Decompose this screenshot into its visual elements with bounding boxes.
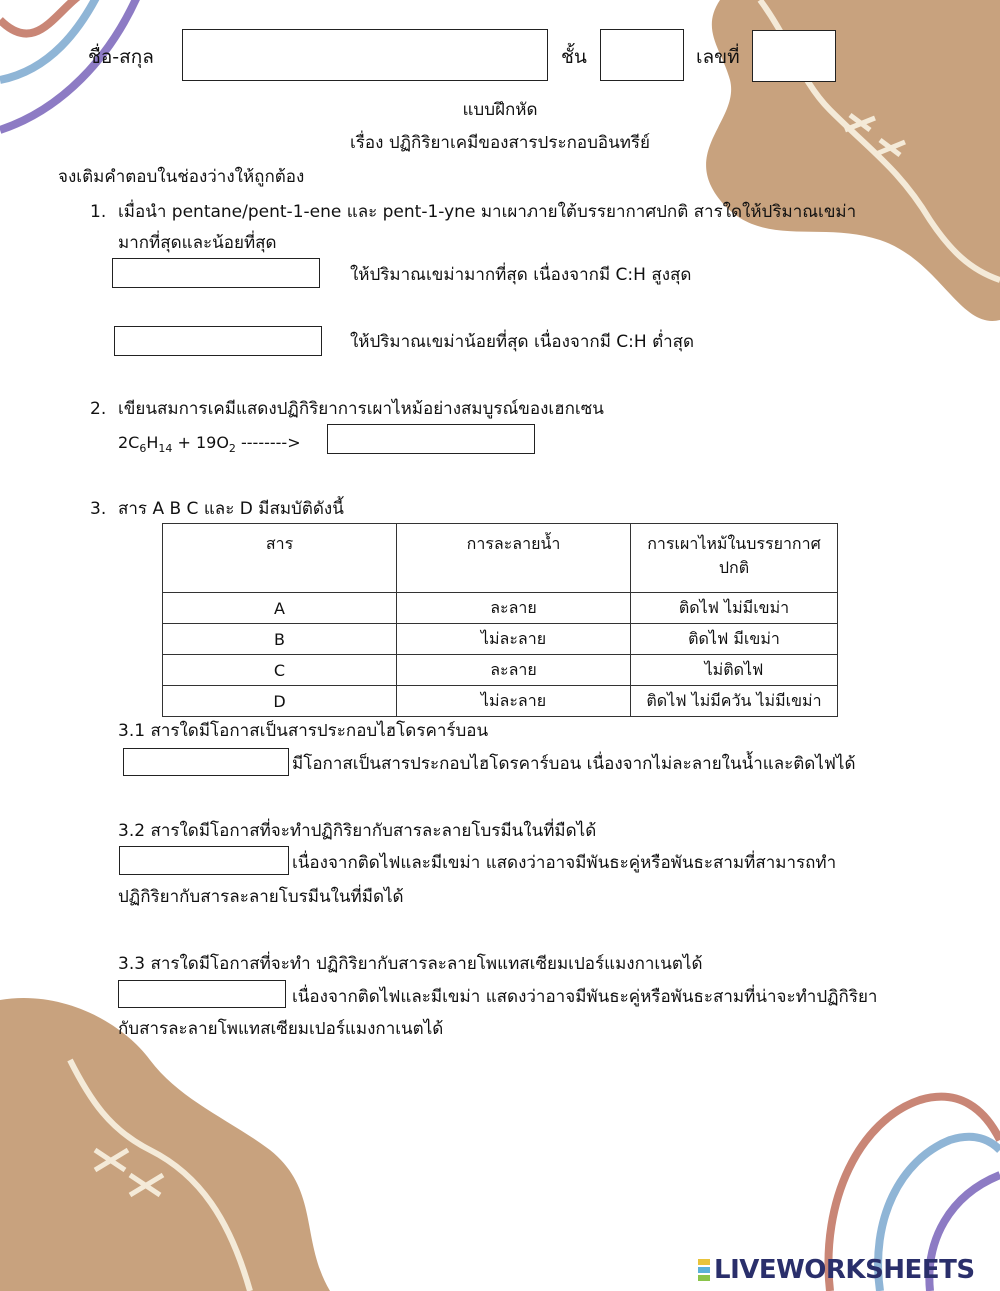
table-cell: ติดไฟ ไม่มีเขม่า <box>631 593 838 624</box>
table-cell: A <box>163 593 397 624</box>
q3-text: สาร A B C และ D มีสมบัติดังนี้ <box>118 499 344 519</box>
q1-answer2-input[interactable] <box>114 326 322 356</box>
q33-answer-text1: เนื่องจากติดไฟและมีเขม่า แสดงว่าอาจมีพันธะคู่หรือพันธะสามที่น่าจะทำปฏิกิริยา <box>292 987 878 1007</box>
table-row <box>163 686 838 717</box>
q2-number: 2. <box>90 399 107 419</box>
q1-text-line1: เมื่อนำ pentane/pent-1-ene และ pent-1-yne มาเผาภายใต้บรรยากาศปกติ สารใดให้ปริมาณเขม่า <box>118 202 857 222</box>
table-cell: ติดไฟ ไม่มีควัน ไม่มีเขม่า <box>631 686 838 717</box>
instruction: จงเติมคำตอบในช่องว่างให้ถูกต้อง <box>58 167 305 187</box>
q1-answer1-input[interactable] <box>112 258 320 288</box>
liveworksheets-logo <box>698 1255 975 1285</box>
table-cell: ละลาย <box>397 655 631 686</box>
q33-answer-input[interactable] <box>118 980 286 1008</box>
q31-text: 3.1 สารใดมีโอกาสเป็นสารประกอบไฮโดรคาร์บอน <box>118 721 489 741</box>
q31-answer-input[interactable] <box>123 748 289 776</box>
q2-equation: $2C_6H_{14} + 19O_2$ --------> <box>118 433 301 456</box>
q1-answer1-text: ให้ปริมาณเขม่ามากที่สุด เนื่องจากมี C:H สูงสุด <box>350 265 692 285</box>
table-cell: ไม่ละลาย <box>397 686 631 717</box>
q1-answer2-text: ให้ปริมาณเขม่าน้อยที่สุด เนื่องจากมี C:H ต่ำสุด <box>350 332 695 352</box>
table-cell: ติดไฟ มีเขม่า <box>631 624 838 655</box>
q31-answer-text: มีโอกาสเป็นสารประกอบไฮโดรคาร์บอน เนื่องจากไม่ละลายในน้ำและติดไฟได้ <box>292 754 856 774</box>
q2-answer-input[interactable] <box>327 424 535 454</box>
q32-answer-text1: เนื่องจากติดไฟและมีเขม่า แสดงว่าอาจมีพันธะคู่หรือพันธะสามที่สามารถทำ <box>292 853 837 873</box>
q33-text: 3.3 สารใดมีโอกาสที่จะทำ ปฏิกิริยากับสารละลายโพแทสเซียมเปอร์แมงกาเนตได้ <box>118 954 703 974</box>
table-cell: B <box>163 624 397 655</box>
table-cell: ไม่ละลาย <box>397 624 631 655</box>
q1-number: 1. <box>90 202 107 222</box>
name-label: ชื่อ-สกุล <box>88 46 154 68</box>
number-input[interactable] <box>752 30 836 82</box>
q2-text: เขียนสมการเคมีแสดงปฏิกิริยาการเผาไหม้อย่างสมบูรณ์ของเฮกเซน <box>118 399 604 419</box>
table-row <box>163 624 838 655</box>
logo-mark-icon <box>698 1258 710 1282</box>
q32-answer-input[interactable] <box>119 846 289 875</box>
title-line2: เรื่อง ปฏิกิริยาเคมีของสารประกอบอินทรีย์ <box>349 133 651 153</box>
q1-text-line2: มากที่สุดและน้อยที่สุด <box>118 233 277 253</box>
table-cell: ละลาย <box>397 593 631 624</box>
logo-text: LIVEWORKSHEETS <box>714 1255 975 1285</box>
table-cell: D <box>163 686 397 717</box>
table-header-solubility: การละลายน้ำ <box>397 524 631 593</box>
table-cell: C <box>163 655 397 686</box>
table-row <box>163 593 838 624</box>
title-line1: แบบฝึกหัด <box>462 100 538 120</box>
class-label: ชั้น <box>561 46 587 68</box>
class-input[interactable] <box>600 29 684 81</box>
number-label: เลขที่ <box>696 46 740 68</box>
q33-answer-text2: กับสารละลายโพแทสเซียมเปอร์แมงกาเนตได้ <box>118 1019 444 1039</box>
q3-number: 3. <box>90 499 107 519</box>
q32-answer-text2: ปฏิกิริยากับสารละลายโบรมีนในที่มืดได้ <box>118 887 404 907</box>
table-header-combustion: การเผาไหม้ในบรรยากาศ ปกติ <box>631 524 838 593</box>
properties-table <box>162 523 838 717</box>
table-header-row <box>163 524 838 593</box>
table-row <box>163 655 838 686</box>
q32-text: 3.2 สารใดมีโอกาสที่จะทำปฏิกิริยากับสารละลายโบรมีนในที่มืดได้ <box>118 821 597 841</box>
name-input[interactable] <box>182 29 548 81</box>
table-cell: ไม่ติดไฟ <box>631 655 838 686</box>
table-header-substance: สาร <box>163 524 397 593</box>
